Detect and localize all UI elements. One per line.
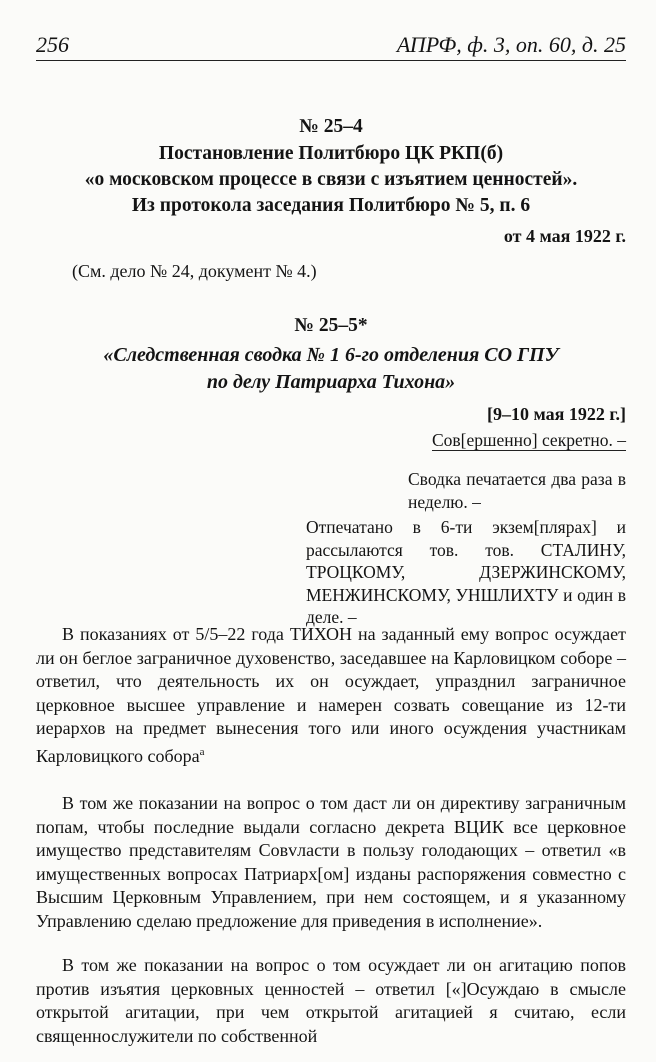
document-page bbox=[36, 28, 626, 1046]
doc1-date: от 4 мая 1922 г. bbox=[503, 226, 626, 246]
doc2-classification bbox=[36, 430, 626, 451]
doc2-title-line-2: по делу Патриарха Тихона» bbox=[206, 371, 456, 393]
archive-reference: АПРФ, ф. 3, оп. 60, д. 25 bbox=[396, 32, 626, 57]
doc2-paragraph-1 bbox=[36, 623, 626, 768]
doc2-title-line-1: «Следственная сводка № 1 6-го отделения СО ГПУ bbox=[103, 344, 559, 366]
doc1-title-line-1: Постановление Политбюро ЦК РКП(б) bbox=[158, 143, 504, 164]
doc2-paragraph-2: В том же показании на вопрос о том даст ли он директиву заграничным попам, чтобы последние выдали согласно декрета ВЦИК все церковное имущество представителям Совvласти в пользу голодающих – ответил «в имущественных вопросах Патриарх[ом] изданы распоряжения совместно с Высшим Церковным Управлением, при нем состоящем, и я указанному Управлению сделаю предложение для приведения в исполнение». bbox=[36, 793, 626, 931]
doc1-reference: (См. дело № 24, документ № 4.) bbox=[72, 261, 317, 281]
doc1-number: № 25–4 bbox=[299, 116, 363, 137]
doc2-distribution: Отпечатано в 6-ти экзем[плярах] и рассылаются тов. тов. СТАЛИНУ, ТРОЦКОМУ, ДЗЕРЖИНСКОМУ, МЕНЖИНСКОМУ, УНШЛИХТУ и один в деле. – bbox=[306, 517, 626, 627]
paragraph-1-text: В показаниях от 5/5–22 года ТИХОН на заданный ему вопрос осуждает ли он беглое заграничное духовенство, заседавшее на Карловицком соборе – ответил, что деятельность их он осуждает, упразднил заграничное церковное высшее управление и намерен созвать совещание из 12-ти иерархов на предмет вынесения того или иного осуждения участникам Карловицкого собора bbox=[36, 624, 626, 766]
doc1-title-line-3: Из протокола заседания Политбюро № 5, п. 6 bbox=[131, 195, 531, 216]
doc2-date: [9–10 мая 1922 г.] bbox=[486, 404, 626, 424]
doc2-number: № 25–5* bbox=[294, 315, 368, 336]
running-header bbox=[36, 28, 626, 61]
classification-text: Сов[ершенно] секретно. – bbox=[432, 430, 626, 450]
doc2-print-note: Сводка печатается два раза в неделю. – bbox=[408, 469, 626, 512]
page-number: 256 bbox=[36, 32, 69, 57]
doc2-paragraph-3: В том же показании на вопрос о том осуждает ли он агитацию попов против изъятия церковных ценностей – ответил [«]Осуждаю в смысле открытой агитации, при чем открытой агитацией я считаю, если священнослужители по собственной bbox=[36, 955, 626, 1046]
footnote-marker: а bbox=[199, 745, 205, 758]
doc1-title-line-2: «о московском процессе в связи с изъятием ценностей». bbox=[84, 169, 578, 190]
